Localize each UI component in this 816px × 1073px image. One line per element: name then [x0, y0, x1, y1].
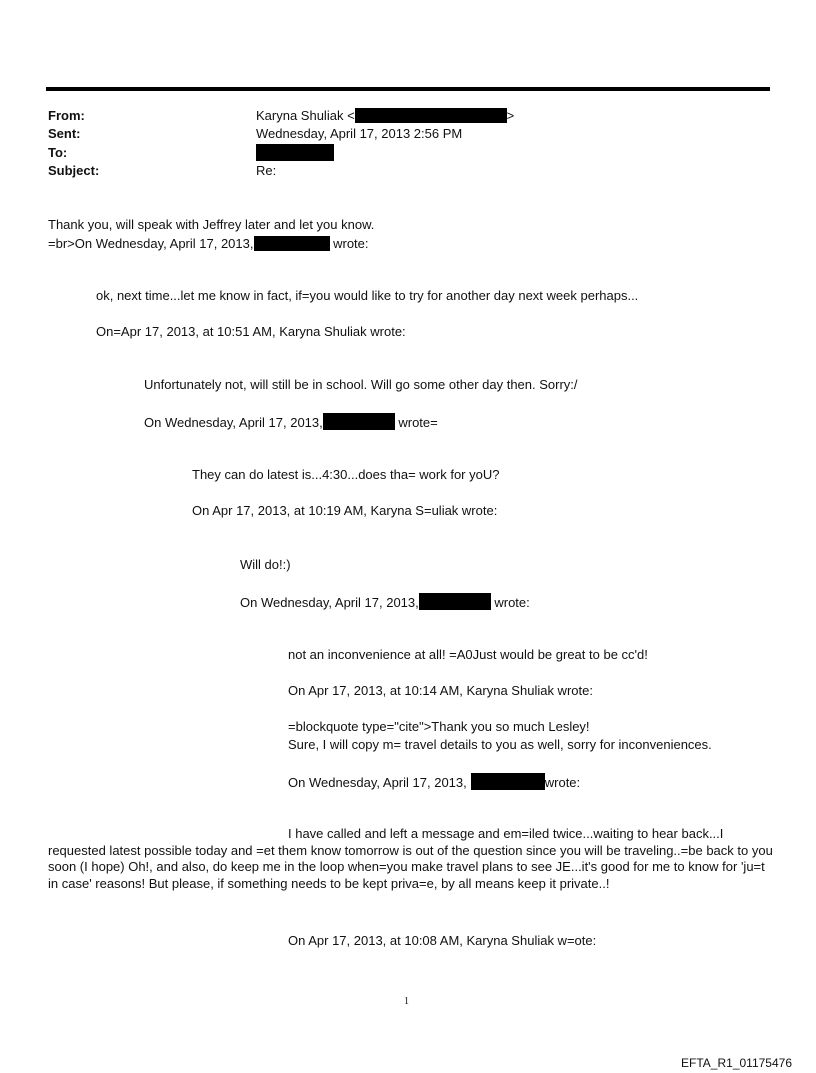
body-line: ok, next time...let me know in fact, if=you would like to try for another day next week perhaps... — [96, 288, 639, 303]
from-value — [256, 108, 514, 123]
body-line: They can do latest is...4:30...does tha= work for yoU? — [192, 467, 500, 482]
quote-header-text: On Wednesday, April 17, 2013, — [240, 595, 419, 610]
document-id: EFTA_R1_01175476 — [681, 1056, 792, 1070]
sent-label: Sent: — [48, 126, 81, 141]
subject-value: Re: — [256, 163, 277, 178]
quote-header — [48, 236, 369, 251]
redaction-bar — [419, 593, 491, 610]
subject-label: Subject: — [48, 163, 100, 178]
body-line: Sure, I will copy m= travel details to you as well, sorry for inconveniences. — [288, 737, 712, 752]
redaction-bar — [471, 773, 545, 790]
from-name: Karyna Shuliak — [256, 108, 344, 123]
body-paragraph — [48, 826, 778, 892]
body-line: =blockquote type="cite">Thank you so much Lesley! — [288, 719, 590, 734]
quote-header-text: =br>On Wednesday, April 17, 2013, — [48, 236, 254, 251]
page-number: 1 — [404, 996, 409, 1007]
quote-header-text: On Wednesday, April 17, 2013, — [288, 775, 467, 790]
quote-header: On Apr 17, 2013, at 10:19 AM, Karyna S=uliak wrote: — [192, 503, 498, 518]
quote-header: On Apr 17, 2013, at 10:14 AM, Karyna Shuliak wrote: — [288, 683, 593, 698]
body-paragraph-text: I have called and left a message and em=iled twice...waiting to hear back...I requested latest possible today and =et them know tomorrow is out of the question since you will be traveling..=be back to you soon (I hope) Oh!, and also, do keep me in the loop when=you make travel plans to see JE...it's good for me to know for 'ju=t in case' reasons! But please, if something needs to be kept priva=e, by all means keep it private..! — [48, 826, 773, 891]
to-value — [256, 144, 334, 161]
from-email-open: < — [347, 108, 355, 123]
header-rule — [46, 87, 770, 91]
redaction-bar — [355, 108, 507, 123]
sent-value: Wednesday, April 17, 2013 2:56 PM — [256, 126, 463, 141]
quote-header-wrote: wrote: — [490, 595, 530, 610]
redaction-bar — [256, 144, 334, 161]
from-label: From: — [48, 108, 85, 123]
to-label: To: — [48, 145, 68, 160]
body-line: Unfortunately not, will still be in school. Will go some other day then. Sorry:/ — [144, 377, 578, 392]
quote-header-text: On Wednesday, April 17, 2013, — [144, 415, 323, 430]
quote-header-wrote: wrote: — [329, 236, 369, 251]
quote-header: On=Apr 17, 2013, at 10:51 AM, Karyna Shuliak wrote: — [96, 324, 406, 339]
quote-header — [288, 773, 580, 790]
quote-header-wrote: wrote= — [394, 415, 438, 430]
quote-header — [144, 413, 438, 430]
body-line: Thank you, will speak with Jeffrey later and let you know. — [48, 217, 375, 232]
body-line: not an inconvenience at all! =A0Just would be great to be cc'd! — [288, 647, 648, 662]
body-line: Will do!:) — [240, 557, 291, 572]
redaction-bar — [254, 236, 330, 251]
quote-header-wrote: wrote: — [544, 775, 581, 790]
quote-header: On Apr 17, 2013, at 10:08 AM, Karyna Shuliak w=ote: — [288, 933, 597, 948]
quote-header — [240, 593, 530, 610]
redaction-bar — [323, 413, 395, 430]
from-email-close: > — [506, 108, 515, 123]
